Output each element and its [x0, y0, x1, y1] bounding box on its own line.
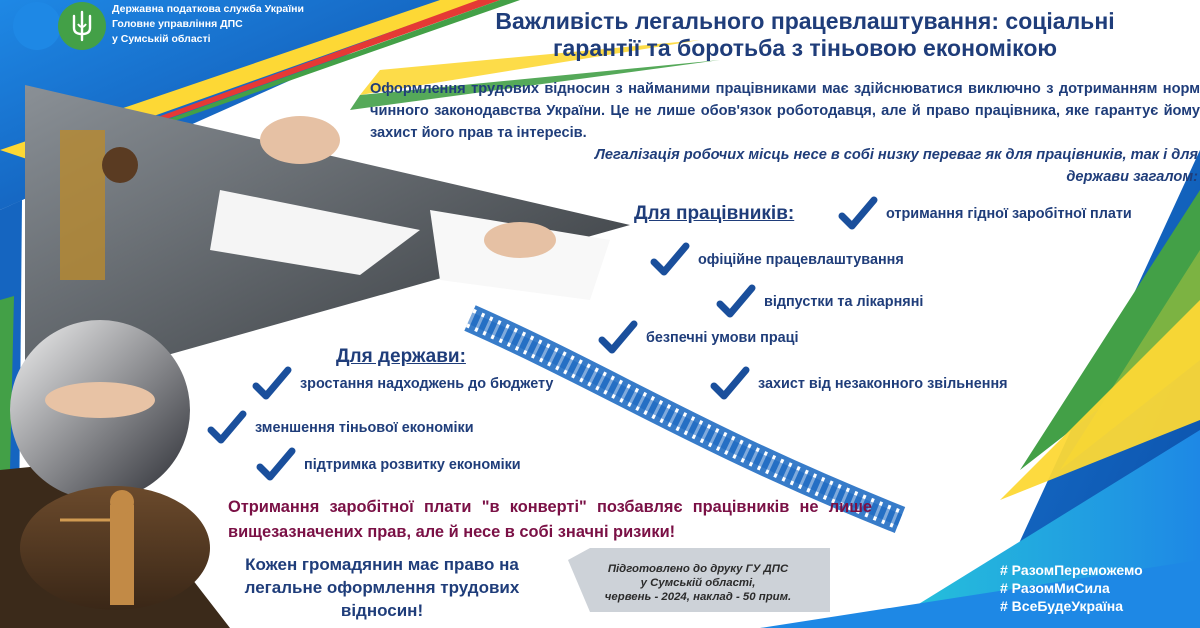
check-mark-icon	[254, 445, 296, 485]
state-item-label: зростання надходжень до бюджету	[300, 376, 554, 392]
workers-item	[708, 364, 1008, 404]
state-item-label: підтримка розвитку економіки	[304, 457, 521, 473]
imprint-text	[590, 562, 806, 604]
workers-item	[596, 318, 799, 358]
workers-heading: Для працівників:	[634, 203, 795, 224]
agency-name	[112, 2, 304, 47]
check-mark-icon	[205, 408, 247, 448]
state-item	[250, 364, 553, 404]
imprint-line: у Сумській області,	[640, 577, 756, 589]
agency-line: Державна податкова служба України	[112, 3, 304, 15]
legalization-paragraph: Легалізація робочих місць несе в собі низку переваг як для працівників, так і для держави загалом:	[594, 147, 1198, 185]
state-item	[205, 408, 474, 448]
check-mark-icon	[708, 364, 750, 404]
hashtag: # РазомМиСила	[1000, 580, 1110, 596]
workers-item-label: відпустки та лікарняні	[764, 294, 924, 310]
page-title	[455, 8, 1155, 62]
lady-justice-photo	[20, 486, 210, 610]
title-line: гарантії та боротьба з тіньовою економікою	[552, 35, 1058, 61]
state-heading: Для держави:	[336, 346, 466, 367]
workers-item	[836, 194, 1132, 234]
citizen-right-text: Кожен громадянин має право на легальне оформлення трудових відносин!	[244, 555, 520, 620]
hashtag: # ВсеБудеУкраїна	[1000, 598, 1124, 614]
check-mark-icon	[714, 282, 756, 322]
intro-paragraph: Оформлення трудових відносин з найманими працівниками має здійснюватися виключно з дотриманням норм чинного законодавства України. Це не лише обов'язок роботодавця, але й право працівника, яке гарантує йому захист його прав та інтересів.	[370, 81, 1200, 141]
check-mark-icon	[836, 194, 878, 234]
workers-item	[714, 282, 923, 322]
check-mark-icon	[648, 240, 690, 280]
workers-item-label: захист від незаконного звільнення	[758, 376, 1008, 392]
check-mark-icon	[250, 364, 292, 404]
imprint-line: червень - 2024, наклад - 50 прим.	[604, 591, 792, 603]
agency-line: Головне управління ДПС	[112, 18, 243, 30]
hashtags	[1000, 561, 1143, 615]
agency-line: у Сумській області	[112, 33, 211, 45]
trident-emblem-icon	[68, 10, 96, 42]
state-item-label: зменшення тіньової економіки	[255, 420, 474, 436]
workers-item-label: безпечні умови праці	[646, 330, 799, 346]
warning-text: Отримання заробітної плати "в конверті" позбавляє працівників не лише вищезазначених прав, але й несе в собі значні ризики!	[228, 498, 872, 541]
title-line: Важливість легального працевлаштування: соціальні	[495, 8, 1115, 34]
check-mark-icon	[596, 318, 638, 358]
state-item	[254, 445, 521, 485]
handshake-photo	[10, 320, 190, 500]
workers-item-label: отримання гідної заробітної плати	[886, 206, 1132, 222]
workers-item	[648, 240, 904, 280]
imprint-line: Підготовлено до друку ГУ ДПС	[607, 563, 789, 575]
workers-item-label: офіційне працевлаштування	[698, 252, 904, 268]
hashtag: # РазомПереможемо	[1000, 562, 1143, 578]
